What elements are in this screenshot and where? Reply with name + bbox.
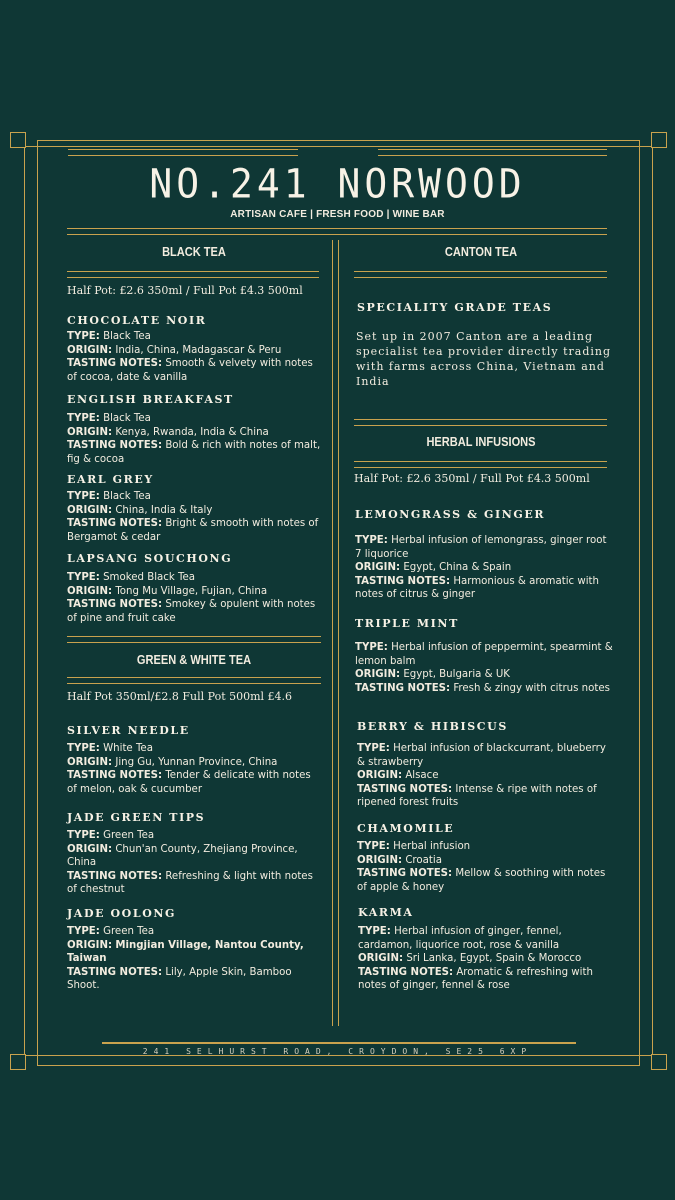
footer-address: 241 SELHURST ROAD, CROYDON, SE25 6XP xyxy=(142,1047,533,1056)
item-desc-chocolate-noir: TYPE: Black Tea ORIGIN: India, China, Madagascar & Peru TASTING NOTES: Smooth & velvety with notes of cocoa, date & vanilla xyxy=(67,331,313,383)
canton-tea-heading: CANTON TEA xyxy=(444,244,518,259)
herbal-divider xyxy=(354,461,607,468)
page-subtitle: ARTISAN CAFE | FRESH FOOD | WINE BAR xyxy=(230,209,445,220)
herbal-heading: HERBAL INFUSIONS xyxy=(426,434,536,449)
item-name-triple-mint: TRIPLE MINT xyxy=(355,617,459,630)
corner-ornament-bottom-right xyxy=(651,1054,667,1070)
green-tea-divider xyxy=(67,677,321,684)
corner-ornament-top-left xyxy=(10,132,26,148)
item-desc-silver-needle: TYPE: White Tea ORIGIN: Jing Gu, Yunnan Province, China TASTING NOTES: Tender & delicate with notes of melon, oak & cucumber xyxy=(67,743,311,795)
canton-tea-divider xyxy=(354,271,607,278)
item-desc-earl-grey: TYPE: Black Tea ORIGIN: China, India & Italy TASTING NOTES: Bright & smooth with notes of Bergamot & cedar xyxy=(67,491,319,543)
black-tea-heading: BLACK TEA xyxy=(162,244,226,259)
item-name-lapsang-souchong: LAPSANG SOUCHONG xyxy=(67,552,233,565)
top-rule-left xyxy=(68,149,298,156)
item-name-jade-oolong: JADE OOLONG xyxy=(67,907,177,920)
footer-rule xyxy=(102,1042,576,1044)
item-name-english-breakfast: ENGLISH BREAKFAST xyxy=(67,393,234,406)
page-title: NO.241 NORWOOD xyxy=(149,160,526,208)
item-name-silver-needle: SILVER NEEDLE xyxy=(67,724,190,737)
corner-ornament-top-right xyxy=(651,132,667,148)
green-white-tea-price: Half Pot 350ml/£2.8 Full Pot 500ml £4.6 xyxy=(67,690,293,703)
item-name-chamomile: CHAMOMILE xyxy=(357,822,455,835)
item-desc-jade-oolong: TYPE: Green Tea ORIGIN: Mingjian Village, Nantou County, Taiwan TASTING NOTES: Lily, Apple Skin, Bamboo Shoot. xyxy=(67,926,304,992)
item-desc-lemongrass-ginger: TYPE: Herbal infusion of lemongrass, ginger root 7 liquorice ORIGIN: Egypt, China & Spain TASTING NOTES: Harmonious & aromatic with notes of citrus & ginger xyxy=(355,535,607,601)
item-name-berry-hibiscus: BERRY & HIBISCUS xyxy=(357,720,508,733)
item-name-jade-green-tips: JADE GREEN TIPS xyxy=(67,811,206,824)
top-rule-right xyxy=(378,149,607,156)
herbal-price: Half Pot: £2.6 350ml / Full Pot £4.3 500ml xyxy=(354,472,590,485)
herbal-top-divider xyxy=(354,419,607,426)
item-name-chocolate-noir: CHOCOLATE NOIR xyxy=(67,314,207,327)
item-desc-berry-hibiscus: TYPE: Herbal infusion of blackcurrant, blueberry & strawberry ORIGIN: Alsace TASTING NOTES: Intense & ripe with notes of ripened forest fruits xyxy=(357,743,606,809)
item-desc-karma: TYPE: Herbal infusion of ginger, fennel, cardamon, liquorice root, rose & vanilla ORIGIN: Sri Lanka, Egypt, Spain & Morocco TASTING NOTES: Aromatic & refreshing with notes of ginger, fennel & rose xyxy=(358,926,593,992)
item-name-lemongrass-ginger: LEMONGRASS & GINGER xyxy=(355,508,546,521)
black-tea-price: Half Pot: £2.6 350ml / Full Pot £4.3 500ml xyxy=(67,284,303,297)
green-tea-top-divider xyxy=(67,636,321,643)
green-white-tea-heading: GREEN & WHITE TEA xyxy=(136,652,252,667)
canton-subheading: SPECIALITY GRADE TEAS xyxy=(357,301,553,314)
corner-ornament-bottom-left xyxy=(10,1054,26,1070)
item-desc-triple-mint: TYPE: Herbal infusion of peppermint, spearmint & lemon balm ORIGIN: Egypt, Bulgaria & UK TASTING NOTES: Fresh & zingy with citrus notes xyxy=(355,642,613,694)
item-name-karma: KARMA xyxy=(358,906,414,919)
black-tea-divider xyxy=(67,271,319,278)
item-desc-jade-green-tips: TYPE: Green Tea ORIGIN: Chun'an County, Zhejiang Province, China TASTING NOTES: Refreshing & light with notes of chestnut xyxy=(67,830,313,896)
item-desc-lapsang-souchong: TYPE: Smoked Black Tea ORIGIN: Tong Mu Village, Fujian, China TASTING NOTES: Smokey & opulent with notes of pine and fruit cake xyxy=(67,572,316,624)
column-divider xyxy=(332,240,339,1026)
item-desc-english-breakfast: TYPE: Black Tea ORIGIN: Kenya, Rwanda, India & China TASTING NOTES: Bold & rich with notes of malt, fig & cocoa xyxy=(67,413,321,465)
title-divider xyxy=(67,228,607,235)
item-name-earl-grey: EARL GREY xyxy=(67,473,154,486)
canton-description: Set up in 2007 Canton are a leading specialist tea provider directly trading with farms across China, Vietnam and India xyxy=(356,330,612,388)
item-desc-chamomile: TYPE: Herbal infusion ORIGIN: Croatia TASTING NOTES: Mellow & soothing with notes of apple & honey xyxy=(357,841,606,893)
